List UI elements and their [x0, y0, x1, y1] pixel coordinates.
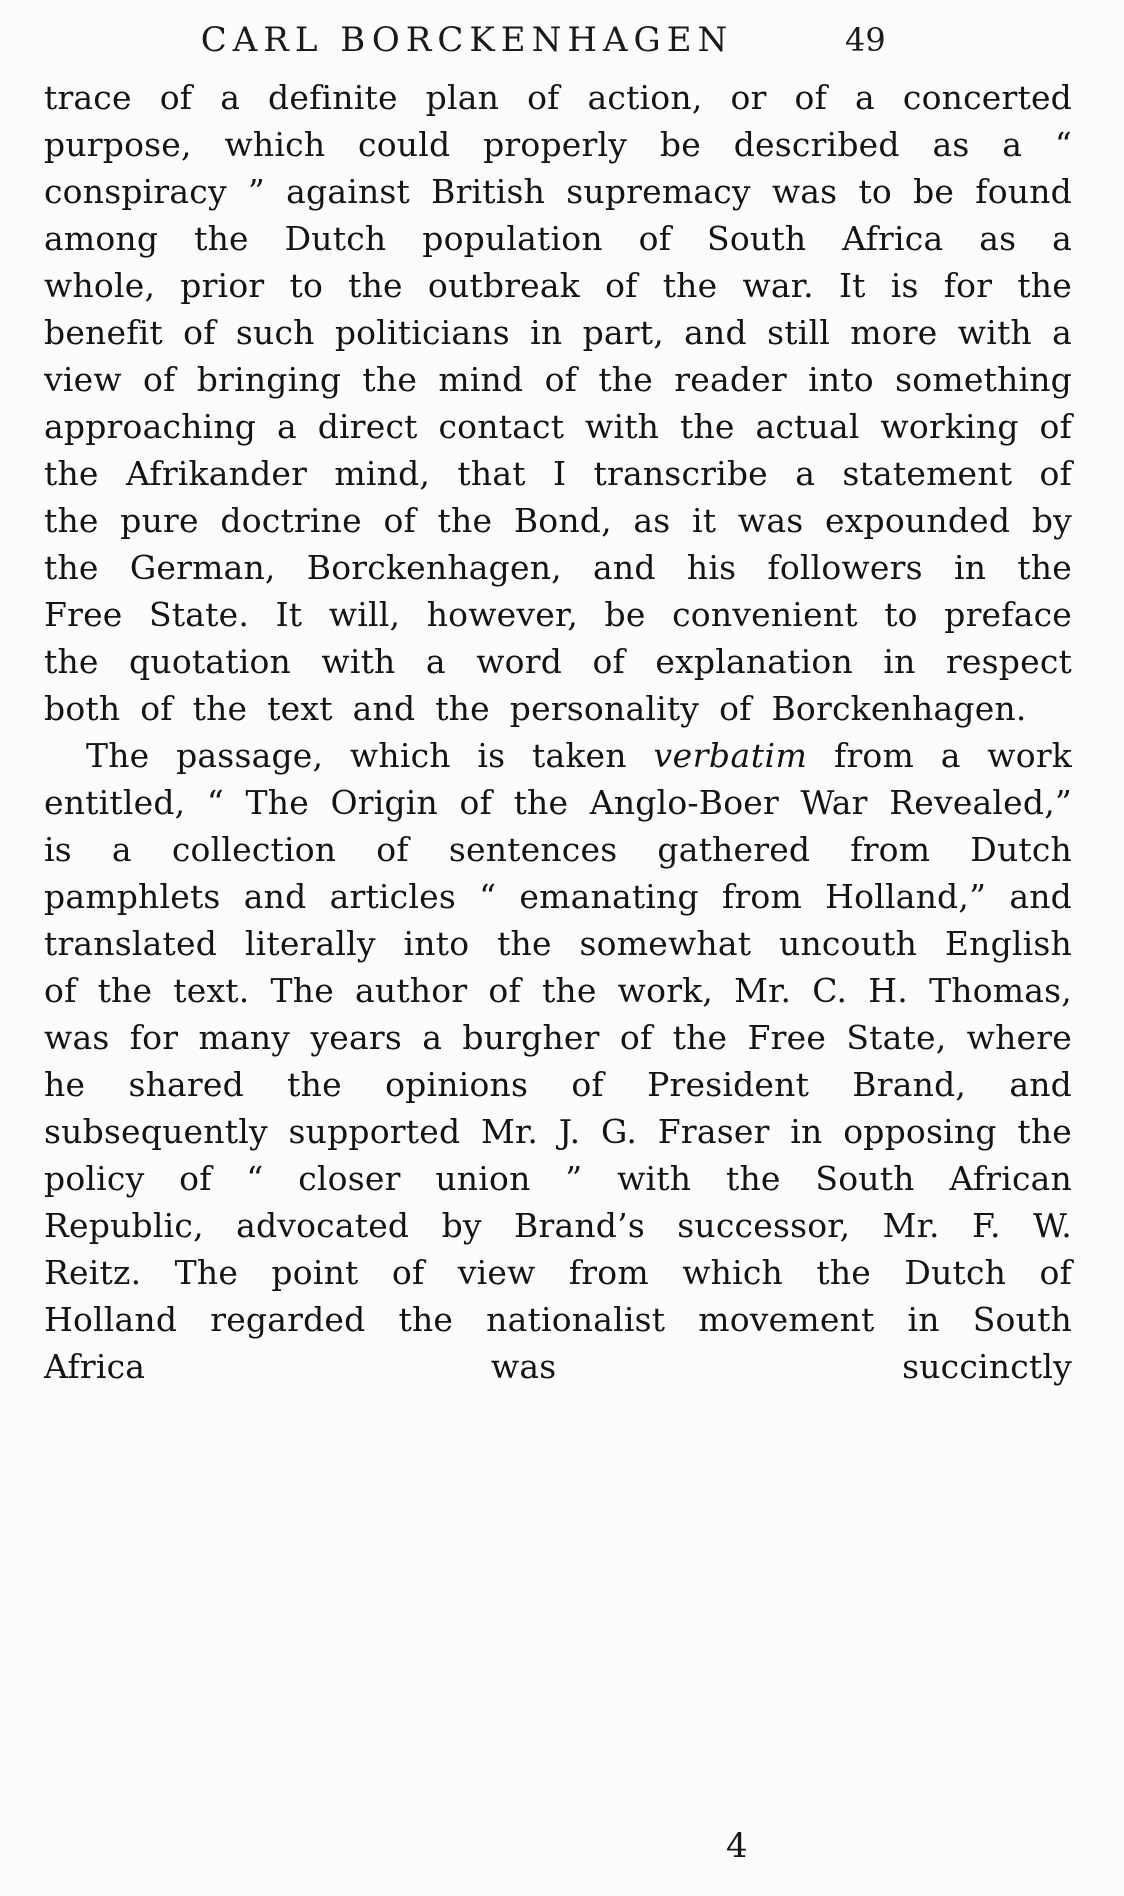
running-header-title: CARL BORCKENHAGEN: [200, 20, 734, 60]
paragraph-2: [44, 732, 1072, 1390]
italic-term-verbatim: verbatim: [653, 736, 808, 775]
running-header: [0, 20, 1124, 80]
paragraph-2-text-a: The passage, which is taken: [86, 736, 654, 775]
paragraph-2-text-b: from a work entitled, “ The Origin of the Anglo-Boer War Revealed,” is a collection of sentences gathered from Dutch pamphlets and articles “ emanating from Holland,” and translated literally into the somewhat uncouth English of the text. The author of the work, Mr. C. H. Thomas, was for many years a burgher of the Free State, where he shared the opinions of President Brand, and subsequently supported Mr. J. G. Fraser in opposing the policy of “ closer union ” with the South African Republic, advocated by Brand’s successor, Mr. F. W. Reitz. The point of view from which the Dutch of Holland regarded the nationalist movement in South Africa was succinctly: [44, 736, 1072, 1386]
signature-mark: 4: [726, 1826, 748, 1866]
body-text-block: [44, 74, 1072, 1390]
paragraph-1: [44, 74, 1072, 732]
page-number: 49: [845, 21, 886, 59]
paragraph-1-text: trace of a definite plan of action, or of a concerted purpose, which could properly be described as a “ conspiracy ” against British supremacy was to be found among the Dutch population of South Africa as a whole, prior to the outbreak of the war. It is for the benefit of such politicians in part, and still more with a view of bringing the mind of the reader into something approaching a direct contact with the actual working of the Afrikander mind, that I transcribe a statement of the pure doctrine of the Bond, as it was expounded by the German, Borckenhagen, and his followers in the Free State. It will, however, be convenient to preface the quotation with a word of explanation in respect both of the text and the personality of Borckenhagen.: [44, 78, 1072, 728]
